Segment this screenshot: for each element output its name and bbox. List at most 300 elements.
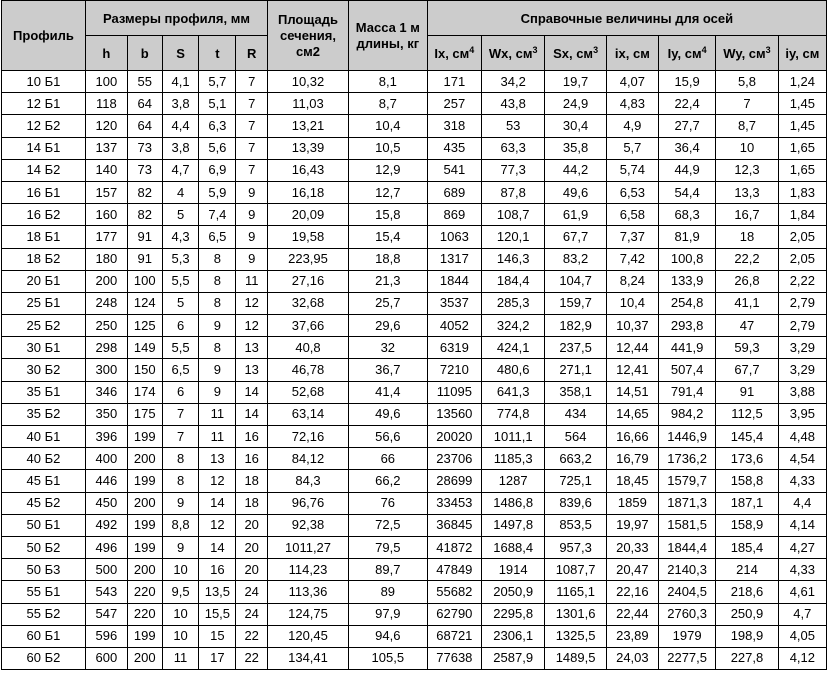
cell-r: 20 bbox=[236, 514, 268, 536]
cell-t: 8 bbox=[199, 270, 236, 292]
cell-mass: 10,5 bbox=[348, 137, 427, 159]
cell-wy: 18 bbox=[716, 226, 778, 248]
cell-area: 72,16 bbox=[268, 426, 349, 448]
cell-mass: 10,4 bbox=[348, 115, 427, 137]
cell-b: 174 bbox=[127, 381, 162, 403]
cell-s: 5,5 bbox=[162, 337, 199, 359]
cell-sx: 1087,7 bbox=[545, 559, 606, 581]
cell-b: 199 bbox=[127, 426, 162, 448]
cell-t: 6,3 bbox=[199, 115, 236, 137]
cell-iy: 1579,7 bbox=[658, 470, 715, 492]
cell-wx: 2050,9 bbox=[481, 581, 544, 603]
cell-t: 11 bbox=[199, 403, 236, 425]
cell-wx: 1497,8 bbox=[481, 514, 544, 536]
cell-ix: 257 bbox=[427, 93, 481, 115]
cell-area: 84,12 bbox=[268, 448, 349, 470]
cell-iy-radius: 4,12 bbox=[778, 647, 826, 669]
cell-iy-radius: 4,27 bbox=[778, 536, 826, 558]
cell-iy: 27,7 bbox=[658, 115, 715, 137]
cell-iy: 2277,5 bbox=[658, 647, 715, 669]
cell-sx: 839,6 bbox=[545, 492, 606, 514]
cell-t: 8 bbox=[199, 337, 236, 359]
cell-ix: 62790 bbox=[427, 603, 481, 625]
cell-mass: 8,7 bbox=[348, 93, 427, 115]
cell-area: 13,39 bbox=[268, 137, 349, 159]
cell-iy: 507,4 bbox=[658, 359, 715, 381]
cell-area: 223,95 bbox=[268, 248, 349, 270]
cell-mass: 72,5 bbox=[348, 514, 427, 536]
cell-ix: 6319 bbox=[427, 337, 481, 359]
cell-r: 22 bbox=[236, 647, 268, 669]
cell-r: 18 bbox=[236, 470, 268, 492]
table-row bbox=[2, 514, 827, 536]
cell-h: 596 bbox=[85, 625, 127, 647]
cell-area: 84,3 bbox=[268, 470, 349, 492]
cell-wy: 16,7 bbox=[716, 204, 778, 226]
cell-ix-radius: 20,33 bbox=[606, 536, 658, 558]
cell-profile: 50 Б1 bbox=[2, 514, 86, 536]
cell-ix: 4052 bbox=[427, 315, 481, 337]
cell-mass: 105,5 bbox=[348, 647, 427, 669]
cell-t: 8 bbox=[199, 248, 236, 270]
cell-iy: 791,4 bbox=[658, 381, 715, 403]
header-wx: Wx, $см^3$ bbox=[481, 36, 544, 71]
header-b: b bbox=[127, 36, 162, 71]
cell-profile: 18 Б1 bbox=[2, 226, 86, 248]
cell-ix: 541 bbox=[427, 159, 481, 181]
cell-iy: 1871,3 bbox=[658, 492, 715, 514]
cell-t: 5,1 bbox=[199, 93, 236, 115]
cell-area: 96,76 bbox=[268, 492, 349, 514]
cell-profile: 14 Б2 bbox=[2, 159, 86, 181]
cell-ix: 1063 bbox=[427, 226, 481, 248]
cell-area: 63,14 bbox=[268, 403, 349, 425]
cell-wx: 87,8 bbox=[481, 181, 544, 203]
cell-sx: 725,1 bbox=[545, 470, 606, 492]
cell-ix-radius: 23,89 bbox=[606, 625, 658, 647]
table-row bbox=[2, 625, 827, 647]
table-row bbox=[2, 559, 827, 581]
cell-ix-radius: 24,03 bbox=[606, 647, 658, 669]
cell-area: 114,23 bbox=[268, 559, 349, 581]
cell-s: 5 bbox=[162, 204, 199, 226]
cell-h: 492 bbox=[85, 514, 127, 536]
table-row bbox=[2, 115, 827, 137]
cell-mass: 18,8 bbox=[348, 248, 427, 270]
cell-s: 8,8 bbox=[162, 514, 199, 536]
cell-profile: 10 Б1 bbox=[2, 71, 86, 93]
cell-ix-radius: 7,42 bbox=[606, 248, 658, 270]
cell-t: 5,7 bbox=[199, 71, 236, 93]
cell-wy: 8,7 bbox=[716, 115, 778, 137]
cell-sx: 663,2 bbox=[545, 448, 606, 470]
cell-ix: 77638 bbox=[427, 647, 481, 669]
cell-area: 16,18 bbox=[268, 181, 349, 203]
cell-h: 140 bbox=[85, 159, 127, 181]
cell-profile: 55 Б2 bbox=[2, 603, 86, 625]
cell-iy: 2404,5 bbox=[658, 581, 715, 603]
cell-h: 120 bbox=[85, 115, 127, 137]
cell-s: 6 bbox=[162, 315, 199, 337]
cell-iy-radius: 4,05 bbox=[778, 625, 826, 647]
cell-s: 7 bbox=[162, 403, 199, 425]
cell-mass: 89 bbox=[348, 581, 427, 603]
cell-wx: 324,2 bbox=[481, 315, 544, 337]
header-dimensions: Размеры профиля, мм bbox=[85, 1, 267, 36]
cell-mass: 94,6 bbox=[348, 625, 427, 647]
cell-iy-radius: 1,84 bbox=[778, 204, 826, 226]
cell-b: 124 bbox=[127, 292, 162, 314]
cell-ix-radius: 4,07 bbox=[606, 71, 658, 93]
cell-t: 8 bbox=[199, 292, 236, 314]
cell-ix: 23706 bbox=[427, 448, 481, 470]
cell-wy: 158,9 bbox=[716, 514, 778, 536]
cell-iy: 1979 bbox=[658, 625, 715, 647]
cell-t: 13 bbox=[199, 448, 236, 470]
cell-iy-radius: 4,4 bbox=[778, 492, 826, 514]
cell-h: 100 bbox=[85, 71, 127, 93]
cell-wx: 2295,8 bbox=[481, 603, 544, 625]
cell-h: 248 bbox=[85, 292, 127, 314]
cell-sx: 271,1 bbox=[545, 359, 606, 381]
cell-area: 120,45 bbox=[268, 625, 349, 647]
cell-profile: 35 Б2 bbox=[2, 403, 86, 425]
cell-s: 4 bbox=[162, 181, 199, 203]
cell-ix-radius: 5,74 bbox=[606, 159, 658, 181]
cell-r: 9 bbox=[236, 204, 268, 226]
cell-h: 600 bbox=[85, 647, 127, 669]
cell-h: 450 bbox=[85, 492, 127, 514]
cell-mass: 12,7 bbox=[348, 181, 427, 203]
table-body bbox=[2, 71, 827, 670]
cell-ix: 68721 bbox=[427, 625, 481, 647]
cell-wy: 158,8 bbox=[716, 470, 778, 492]
cell-s: 8 bbox=[162, 448, 199, 470]
cell-wy: 250,9 bbox=[716, 603, 778, 625]
cell-s: 7 bbox=[162, 426, 199, 448]
cell-r: 7 bbox=[236, 159, 268, 181]
cell-b: 125 bbox=[127, 315, 162, 337]
cell-iy: 254,8 bbox=[658, 292, 715, 314]
cell-ix-radius: 4,83 bbox=[606, 93, 658, 115]
cell-ix-radius: 18,45 bbox=[606, 470, 658, 492]
cell-ix-radius: 16,66 bbox=[606, 426, 658, 448]
cell-t: 9 bbox=[199, 381, 236, 403]
cell-mass: 29,6 bbox=[348, 315, 427, 337]
table-row bbox=[2, 403, 827, 425]
cell-iy-radius: 1,83 bbox=[778, 181, 826, 203]
cell-iy-radius: 4,33 bbox=[778, 470, 826, 492]
cell-profile: 20 Б1 bbox=[2, 270, 86, 292]
cell-area: 20,09 bbox=[268, 204, 349, 226]
cell-iy: 68,3 bbox=[658, 204, 715, 226]
table-row bbox=[2, 248, 827, 270]
cell-h: 496 bbox=[85, 536, 127, 558]
cell-b: 73 bbox=[127, 137, 162, 159]
cell-sx: 19,7 bbox=[545, 71, 606, 93]
cell-iy-radius: 3,88 bbox=[778, 381, 826, 403]
cell-sx: 35,8 bbox=[545, 137, 606, 159]
cell-sx: 30,4 bbox=[545, 115, 606, 137]
cell-iy: 1581,5 bbox=[658, 514, 715, 536]
cell-t: 11 bbox=[199, 426, 236, 448]
table-row bbox=[2, 381, 827, 403]
cell-mass: 66 bbox=[348, 448, 427, 470]
cell-sx: 1325,5 bbox=[545, 625, 606, 647]
cell-b: 150 bbox=[127, 359, 162, 381]
table-row bbox=[2, 270, 827, 292]
cell-ix: 33453 bbox=[427, 492, 481, 514]
cell-b: 149 bbox=[127, 337, 162, 359]
cell-wy: 13,3 bbox=[716, 181, 778, 203]
cell-iy-radius: 4,61 bbox=[778, 581, 826, 603]
cell-b: 82 bbox=[127, 204, 162, 226]
cell-profile: 25 Б2 bbox=[2, 315, 86, 337]
cell-iy: 100,8 bbox=[658, 248, 715, 270]
cell-ix: 47849 bbox=[427, 559, 481, 581]
cell-t: 13,5 bbox=[199, 581, 236, 603]
cell-r: 7 bbox=[236, 93, 268, 115]
table-row bbox=[2, 448, 827, 470]
cell-iy-radius: 4,33 bbox=[778, 559, 826, 581]
cell-ix: 689 bbox=[427, 181, 481, 203]
cell-profile: 30 Б2 bbox=[2, 359, 86, 381]
cell-iy: 54,4 bbox=[658, 181, 715, 203]
cell-iy: 1736,2 bbox=[658, 448, 715, 470]
cell-ix: 41872 bbox=[427, 536, 481, 558]
header-mass: Масса 1 м длины, кг bbox=[348, 1, 427, 71]
cell-r: 20 bbox=[236, 559, 268, 581]
cell-sx: 1489,5 bbox=[545, 647, 606, 669]
cell-wy: 112,5 bbox=[716, 403, 778, 425]
cell-wy: 41,1 bbox=[716, 292, 778, 314]
cell-wy: 173,6 bbox=[716, 448, 778, 470]
cell-wx: 146,3 bbox=[481, 248, 544, 270]
cell-t: 5,6 bbox=[199, 137, 236, 159]
cell-wy: 67,7 bbox=[716, 359, 778, 381]
header-s: S bbox=[162, 36, 199, 71]
cell-r: 16 bbox=[236, 448, 268, 470]
cell-ix-radius: 22,44 bbox=[606, 603, 658, 625]
cell-wx: 53 bbox=[481, 115, 544, 137]
cell-ix: 11095 bbox=[427, 381, 481, 403]
cell-wx: 641,3 bbox=[481, 381, 544, 403]
cell-b: 199 bbox=[127, 625, 162, 647]
cell-wy: 22,2 bbox=[716, 248, 778, 270]
cell-t: 15,5 bbox=[199, 603, 236, 625]
cell-area: 16,43 bbox=[268, 159, 349, 181]
cell-iy-radius: 3,29 bbox=[778, 337, 826, 359]
cell-ix-radius: 22,16 bbox=[606, 581, 658, 603]
cell-r: 7 bbox=[236, 71, 268, 93]
cell-profile: 16 Б2 bbox=[2, 204, 86, 226]
cell-t: 7,4 bbox=[199, 204, 236, 226]
cell-wx: 1914 bbox=[481, 559, 544, 581]
cell-profile: 55 Б1 bbox=[2, 581, 86, 603]
cell-iy: 15,9 bbox=[658, 71, 715, 93]
table-row bbox=[2, 159, 827, 181]
cell-sx: 104,7 bbox=[545, 270, 606, 292]
cell-b: 200 bbox=[127, 559, 162, 581]
cell-r: 9 bbox=[236, 181, 268, 203]
cell-area: 92,38 bbox=[268, 514, 349, 536]
cell-s: 4,4 bbox=[162, 115, 199, 137]
cell-b: 220 bbox=[127, 603, 162, 625]
cell-h: 547 bbox=[85, 603, 127, 625]
cell-ix-radius: 7,37 bbox=[606, 226, 658, 248]
cell-sx: 24,9 bbox=[545, 93, 606, 115]
table-row bbox=[2, 603, 827, 625]
cell-r: 7 bbox=[236, 137, 268, 159]
cell-h: 500 bbox=[85, 559, 127, 581]
cell-s: 3,8 bbox=[162, 93, 199, 115]
cell-profile: 12 Б1 bbox=[2, 93, 86, 115]
cell-wy: 26,8 bbox=[716, 270, 778, 292]
cell-b: 220 bbox=[127, 581, 162, 603]
cell-s: 9 bbox=[162, 536, 199, 558]
table-row bbox=[2, 181, 827, 203]
cell-h: 543 bbox=[85, 581, 127, 603]
cell-t: 14 bbox=[199, 492, 236, 514]
cell-sx: 61,9 bbox=[545, 204, 606, 226]
cell-profile: 16 Б1 bbox=[2, 181, 86, 203]
cell-iy: 441,9 bbox=[658, 337, 715, 359]
cell-profile: 40 Б2 bbox=[2, 448, 86, 470]
cell-sx: 237,5 bbox=[545, 337, 606, 359]
cell-b: 73 bbox=[127, 159, 162, 181]
cell-b: 91 bbox=[127, 248, 162, 270]
cell-area: 124,75 bbox=[268, 603, 349, 625]
cell-t: 5,9 bbox=[199, 181, 236, 203]
cell-mass: 49,6 bbox=[348, 403, 427, 425]
cell-area: 40,8 bbox=[268, 337, 349, 359]
cell-t: 12 bbox=[199, 514, 236, 536]
cell-profile: 18 Б2 bbox=[2, 248, 86, 270]
table-row bbox=[2, 581, 827, 603]
table-row bbox=[2, 426, 827, 448]
cell-s: 3,8 bbox=[162, 137, 199, 159]
header-reference: Справочные величины для осей bbox=[427, 1, 826, 36]
cell-h: 396 bbox=[85, 426, 127, 448]
cell-area: 52,68 bbox=[268, 381, 349, 403]
cell-r: 16 bbox=[236, 426, 268, 448]
cell-sx: 44,2 bbox=[545, 159, 606, 181]
cell-wx: 1185,3 bbox=[481, 448, 544, 470]
cell-iy: 1446,9 bbox=[658, 426, 715, 448]
cell-mass: 15,4 bbox=[348, 226, 427, 248]
cell-h: 346 bbox=[85, 381, 127, 403]
cell-b: 199 bbox=[127, 470, 162, 492]
cell-wy: 185,4 bbox=[716, 536, 778, 558]
table-row bbox=[2, 137, 827, 159]
cell-s: 10 bbox=[162, 625, 199, 647]
header-t: t bbox=[199, 36, 236, 71]
cell-wy: 198,9 bbox=[716, 625, 778, 647]
cell-ix: 20020 bbox=[427, 426, 481, 448]
cell-wx: 1688,4 bbox=[481, 536, 544, 558]
table-row bbox=[2, 93, 827, 115]
cell-b: 200 bbox=[127, 647, 162, 669]
cell-area: 13,21 bbox=[268, 115, 349, 137]
header-r: R bbox=[236, 36, 268, 71]
cell-wy: 12,3 bbox=[716, 159, 778, 181]
cell-ix: 28699 bbox=[427, 470, 481, 492]
cell-iy: 133,9 bbox=[658, 270, 715, 292]
cell-area: 46,78 bbox=[268, 359, 349, 381]
cell-t: 12 bbox=[199, 470, 236, 492]
cell-h: 118 bbox=[85, 93, 127, 115]
cell-wx: 63,3 bbox=[481, 137, 544, 159]
cell-wx: 1486,8 bbox=[481, 492, 544, 514]
cell-ix: 318 bbox=[427, 115, 481, 137]
cell-s: 9,5 bbox=[162, 581, 199, 603]
cell-wx: 774,8 bbox=[481, 403, 544, 425]
cell-s: 5,3 bbox=[162, 248, 199, 270]
cell-ix-radius: 14,65 bbox=[606, 403, 658, 425]
cell-ix-radius: 12,44 bbox=[606, 337, 658, 359]
cell-r: 9 bbox=[236, 248, 268, 270]
header-ix: Ix, $см^4$ bbox=[427, 36, 481, 71]
header-wy: Wy, $см^3$ bbox=[716, 36, 778, 71]
cell-mass: 15,8 bbox=[348, 204, 427, 226]
cell-r: 12 bbox=[236, 292, 268, 314]
cell-wy: 214 bbox=[716, 559, 778, 581]
cell-wx: 285,3 bbox=[481, 292, 544, 314]
cell-s: 10 bbox=[162, 603, 199, 625]
cell-h: 177 bbox=[85, 226, 127, 248]
cell-s: 5,5 bbox=[162, 270, 199, 292]
cell-iy-radius: 2,79 bbox=[778, 315, 826, 337]
cell-mass: 32 bbox=[348, 337, 427, 359]
cell-iy-radius: 1,24 bbox=[778, 71, 826, 93]
cell-ix-radius: 10,4 bbox=[606, 292, 658, 314]
cell-wy: 145,4 bbox=[716, 426, 778, 448]
cell-r: 18 bbox=[236, 492, 268, 514]
cell-h: 160 bbox=[85, 204, 127, 226]
cell-ix: 1844 bbox=[427, 270, 481, 292]
cell-b: 175 bbox=[127, 403, 162, 425]
cell-ix-radius: 10,37 bbox=[606, 315, 658, 337]
cell-iy-radius: 4,48 bbox=[778, 426, 826, 448]
header-h: h bbox=[85, 36, 127, 71]
cell-r: 14 bbox=[236, 381, 268, 403]
header-area: Площадь сечения, см2 bbox=[268, 1, 349, 71]
cell-profile: 40 Б1 bbox=[2, 426, 86, 448]
cell-profile: 30 Б1 bbox=[2, 337, 86, 359]
cell-mass: 56,6 bbox=[348, 426, 427, 448]
cell-iy: 1844,4 bbox=[658, 536, 715, 558]
cell-h: 298 bbox=[85, 337, 127, 359]
cell-iy-radius: 1,65 bbox=[778, 137, 826, 159]
cell-wx: 2587,9 bbox=[481, 647, 544, 669]
cell-wx: 120,1 bbox=[481, 226, 544, 248]
cell-s: 4,3 bbox=[162, 226, 199, 248]
cell-iy: 984,2 bbox=[658, 403, 715, 425]
cell-ix: 55682 bbox=[427, 581, 481, 603]
cell-iy-radius: 1,65 bbox=[778, 159, 826, 181]
cell-area: 37,66 bbox=[268, 315, 349, 337]
cell-mass: 36,7 bbox=[348, 359, 427, 381]
cell-b: 64 bbox=[127, 115, 162, 137]
cell-t: 15 bbox=[199, 625, 236, 647]
cell-ix-radius: 6,58 bbox=[606, 204, 658, 226]
cell-r: 13 bbox=[236, 337, 268, 359]
cell-ix: 435 bbox=[427, 137, 481, 159]
cell-b: 64 bbox=[127, 93, 162, 115]
cell-iy-radius: 2,05 bbox=[778, 248, 826, 270]
cell-r: 24 bbox=[236, 581, 268, 603]
cell-area: 1011,27 bbox=[268, 536, 349, 558]
